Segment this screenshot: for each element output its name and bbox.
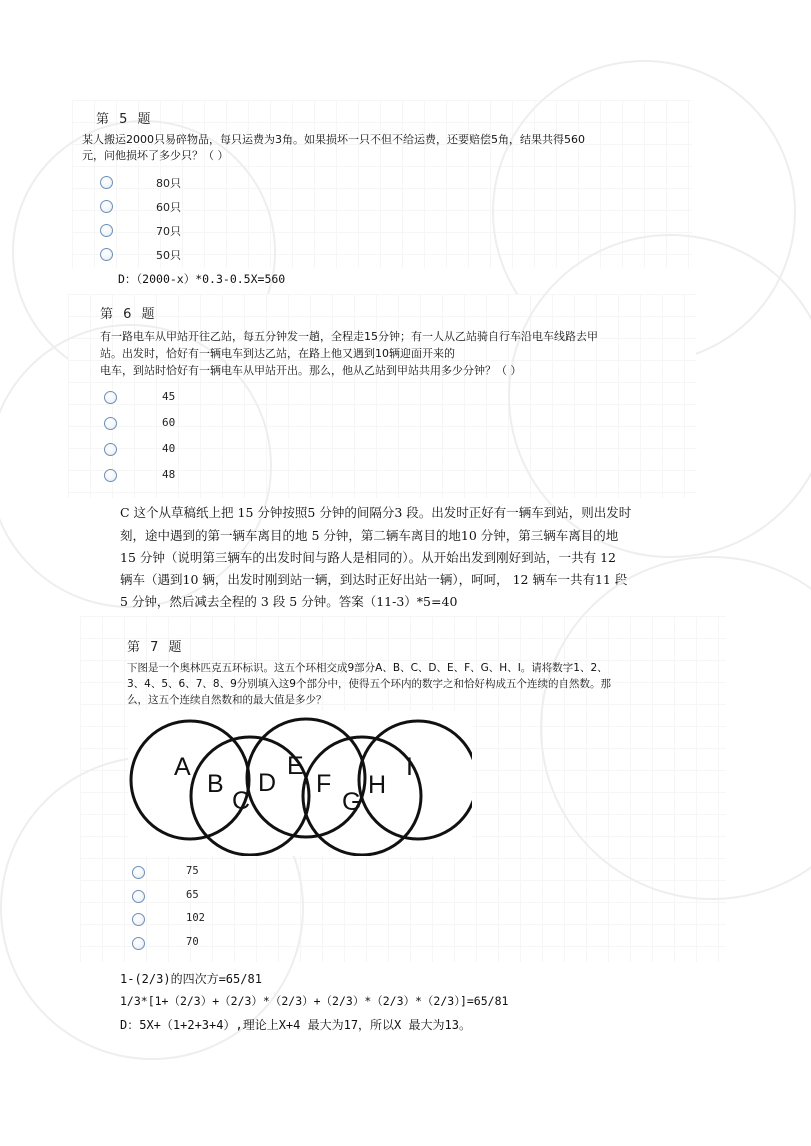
option-radio-row[interactable] — [132, 889, 252, 905]
question-6-explanation-line: 5 分钟，然后减去全程的 3 段 5 分钟。答案（11-3）*5=40 — [120, 594, 458, 609]
question-5-header: 第 5 题 — [96, 112, 154, 127]
radio-button[interactable] — [132, 890, 145, 903]
option-radio-row[interactable] — [132, 912, 252, 928]
radio-button[interactable] — [104, 417, 117, 430]
question-6-text-line1: 有一路电车从甲站开往乙站，每五分钟发一趟，全程走15分钟；有一人从乙站骑自行车沿电车线路去甲 — [100, 330, 598, 343]
region-label-h: H — [368, 771, 387, 799]
option-radio-row[interactable] — [100, 199, 220, 215]
question-5-text-line2: 元，问他损坏了多少只？（ ） — [82, 149, 229, 162]
option-radio-row[interactable] — [104, 468, 224, 484]
region-label-d: D — [258, 769, 277, 797]
radio-button[interactable] — [104, 469, 117, 482]
option-label: 70 — [186, 936, 199, 948]
olympic-rings-figure — [128, 710, 472, 856]
question-6-explanation-line: 15 分钟（说明第三辆车的出发时间与路人是相同的）。从开始出发到刚好到站，一共有 12 — [120, 550, 617, 565]
question-7-answer-line: D：5X+（1+2+3+4）,理论上X+4 最大为17，所以X 最大为13。 — [120, 1018, 471, 1032]
option-radio-row[interactable] — [132, 865, 252, 881]
radio-button[interactable] — [104, 391, 117, 404]
question-6-text-line2: 站。出发时，恰好有一辆电车到达乙站，在路上他又遇到10辆迎面开来的 — [100, 347, 455, 360]
question-6-text-line3: 电车，到站时恰好有一辆电车从甲站开出。那么，他从乙站到甲站共用多少分钟？（ ） — [100, 364, 522, 377]
question-7-header: 第 7 题 — [127, 640, 185, 655]
radio-button[interactable] — [100, 224, 113, 237]
option-label: 50只 — [156, 249, 181, 262]
option-label: 70只 — [156, 225, 181, 238]
option-label: 102 — [186, 912, 205, 924]
radio-button[interactable] — [104, 443, 117, 456]
option-label: 60 — [162, 416, 176, 429]
question-7-text-line1: 下图是一个奥林匹克五环标识。这五个环相交成9部分A、B、C、D、E、F、G、H、I。请将数字1、2、 — [127, 662, 608, 674]
option-radio-row[interactable] — [104, 416, 224, 432]
option-radio-row[interactable] — [100, 223, 220, 239]
question-7-answer-line: 1/3*[1+（2/3）+（2/3）*（2/3）+（2/3）*（2/3）*（2/3）]=65/81 — [120, 994, 509, 1008]
option-radio-row[interactable] — [104, 390, 224, 406]
region-label-b: B — [207, 770, 224, 798]
region-label-i: I — [406, 753, 413, 781]
option-radio-row[interactable] — [104, 442, 224, 458]
option-label: 40 — [162, 442, 176, 455]
region-label-e: E — [287, 752, 304, 780]
option-radio-row[interactable] — [132, 936, 252, 952]
region-label-g: G — [342, 788, 362, 816]
question-5-answer: D：（2000-x）*0.3-0.5X=560 — [118, 272, 286, 286]
option-label: 48 — [162, 468, 176, 481]
question-6-header: 第 6 题 — [100, 307, 158, 322]
question-7-text-line3: 么，这五个连续自然数和的最大值是多少？ — [127, 694, 327, 706]
question-6-explanation-line: 辆车（遇到10 辆，出发时刚到站一辆，到达时正好出站一辆），呵呵， 12 辆车一共有11 段 — [120, 572, 628, 587]
option-label: 75 — [186, 865, 199, 877]
question-5-text-line1: 某人搬运2000只易碎物品，每只运费为3角。如果损坏一只不但不给运费，还要赔偿5角，结果共得560 — [82, 133, 585, 146]
question-6-explanation-line: 刻，途中遇到的第一辆车离目的地 5 分钟，第二辆车离目的地10 分钟，第三辆车离目的地 — [120, 528, 619, 543]
radio-button[interactable] — [132, 866, 145, 879]
option-radio-row[interactable] — [100, 247, 220, 263]
region-label-a: A — [174, 753, 191, 781]
question-7-text-line2: 3、4、5、6、7、8、9分别填入这9个部分中，使得五个环内的数字之和恰好构成五个连续的自然数。那 — [127, 678, 611, 690]
option-label: 80只 — [156, 177, 181, 190]
option-label: 60只 — [156, 201, 181, 214]
option-label: 65 — [186, 889, 199, 901]
radio-button[interactable] — [100, 200, 113, 213]
radio-button[interactable] — [132, 937, 145, 950]
region-label-c: C — [232, 787, 251, 815]
radio-button[interactable] — [132, 913, 145, 926]
radio-button[interactable] — [100, 248, 113, 261]
decorative-arc — [540, 556, 811, 900]
question-6-explanation-line: C 这个从草稿纸上把 15 分钟按照5 分钟的间隔分3 段。出发时正好有一辆车到站，则出发时 — [120, 505, 632, 520]
region-label-f: F — [316, 770, 332, 798]
option-label: 45 — [162, 390, 176, 403]
radio-button[interactable] — [100, 176, 113, 189]
question-7-answer-line: 1-(2/3)的四次方=65/81 — [120, 972, 262, 986]
option-radio-row[interactable] — [100, 175, 220, 191]
